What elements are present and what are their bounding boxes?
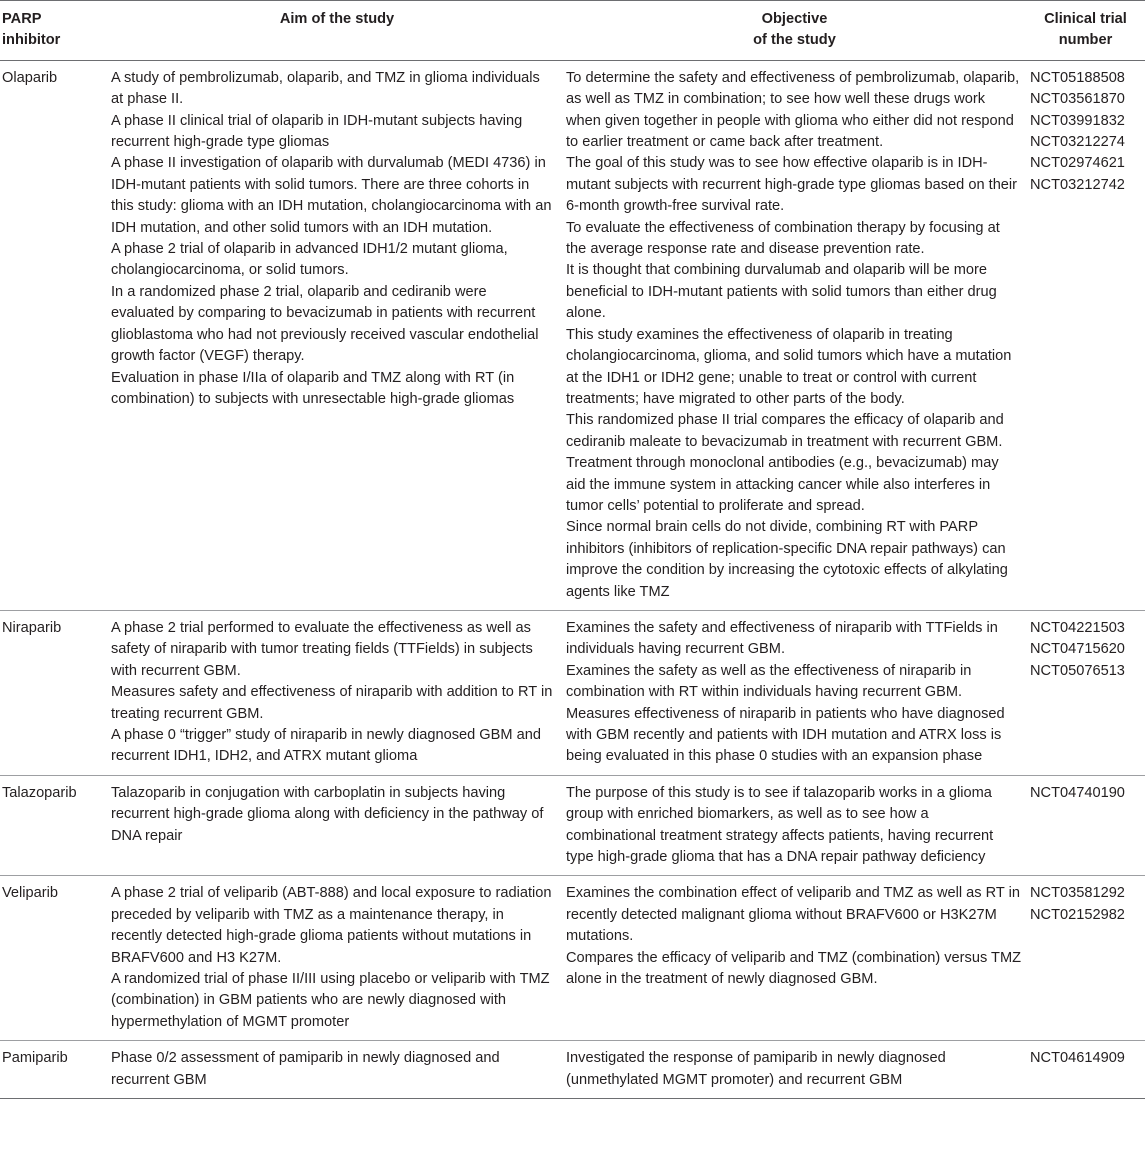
table-row <box>0 1041 1145 1099</box>
aim-item: In a randomized phase 2 trial, olaparib and cediranib were evaluated by comparing to bevacizumab in patients with recurrent glioblastoma who had not previously received vascular endothelial growth factor (VEGF) therapy. <box>111 283 539 365</box>
clinical-trial-number: NCT03212274 <box>1030 134 1125 151</box>
objective-item: Investigated the response of pamiparib in newly diagnosed (unmethylated MGMT promoter) and recurrent GBM <box>566 1050 946 1088</box>
aim-item: Talazoparib in conjugation with carboplatin in subjects having recurrent high-grade glioma along with deficiency in the pathway of DNA repair <box>111 784 544 844</box>
header-clinical-trial-number: Clinical trial number <box>1026 1 1145 61</box>
objective-cell <box>563 876 1026 1041</box>
clinical-trial-number: NCT04740190 <box>1030 784 1125 801</box>
header-aim: Aim of the study <box>111 1 563 61</box>
aim-item: A phase 2 trial of veliparib (ABT-888) and local exposure to radiation preceded by veliparib with TMZ as a maintenance therapy, in recently detected high-grade glioma patients without mutations in BRAFV600 and H3 K27M. <box>111 885 552 966</box>
clinical-trial-cell <box>1026 1041 1145 1099</box>
aim-item: A phase 0 “trigger” study of niraparib in newly diagnosed GBM and recurrent IDH1, IDH2, and ATRX mutant glioma <box>111 727 541 765</box>
clinical-trial-cell <box>1026 775 1145 876</box>
clinical-trial-number: NCT03991832 <box>1030 112 1125 129</box>
header-parp-inhibitor: PARP inhibitor <box>0 1 111 61</box>
clinical-trial-number: NCT03561870 <box>1030 91 1125 108</box>
aim-item: A phase II investigation of olaparib with durvalumab (MEDI 4736) in IDH-mutant patients with solid tumors. There are three cohorts in this study: glioma with an IDH mutation, cholangiocarcinoma with an IDH mutation, and other solid tumors with an IDH mutation. <box>111 155 552 236</box>
aim-cell <box>111 1041 563 1099</box>
aim-cell <box>111 876 563 1041</box>
parp-inhibitor-name: Veliparib <box>0 876 111 1041</box>
objective-item: It is thought that combining durvalumab and olaparib will be more beneficial to IDH-mutant patients with solid tumors than either drug alone. <box>566 262 997 322</box>
objective-item: Treatment through monoclonal antibodies (e.g., bevacizumab) may aid the immune system in attacking cancer while also interferes in tumor cells’ potential to proliferate and spread. <box>566 455 999 514</box>
aim-cell <box>111 60 563 610</box>
table-row <box>0 610 1145 775</box>
header-objective: Objective of the study <box>563 1 1026 61</box>
objective-item: Measures effectiveness of niraparib in patients who have diagnosed with GBM recently and patients with IDH mutation and ATRX loss is being evaluated in this phase 0 studies with an expansion phase <box>566 705 1005 765</box>
objective-item: Examines the safety as well as the effectiveness of niraparib in combination with RT within individuals having recurrent GBM. <box>566 662 972 701</box>
aim-item: A study of pembrolizumab, olaparib, and TMZ in glioma individuals at phase II. <box>111 69 540 108</box>
clinical-trial-number: NCT04715620 <box>1030 641 1125 658</box>
table-header-row <box>0 1 1145 61</box>
aim-cell <box>111 775 563 876</box>
objective-cell <box>563 775 1026 876</box>
clinical-trial-cell <box>1026 60 1145 610</box>
aim-item: Evaluation in phase I/IIa of olaparib and TMZ along with RT (in combination) to subjects with unresectable high-grade gliomas <box>111 369 515 407</box>
clinical-trial-number: NCT02974621 <box>1030 155 1125 172</box>
table-row <box>0 876 1145 1041</box>
parp-inhibitor-name: Niraparib <box>0 610 111 775</box>
objective-item: Since normal brain cells do not divide, combining RT with PARP inhibitors (inhibitors of replication-specific DNA repair pathways) can improve the condition by increasing the cytotoxic effects of alkylating agents like TMZ <box>566 519 1008 600</box>
objective-item: To determine the safety and effectiveness of pembrolizumab, olaparib, as well as TMZ in combination; to see how well these drugs work when given together in people with glioma who either did not respond to earlier treatment or came back after treatment. <box>566 69 1020 151</box>
objective-item: The purpose of this study is to see if talazoparib works in a glioma group with enriched biomarkers, as well as to see how a combinational treatment strategy affects patients, having recurrent type high-grade glioma that has a DNA repair pathway deficiency <box>566 784 994 866</box>
aim-item: Phase 0/2 assessment of pamiparib in newly diagnosed and recurrent GBM <box>111 1050 500 1088</box>
objective-cell <box>563 60 1026 610</box>
objective-item: This randomized phase II trial compares the efficacy of olaparib and cediranib maleate to bevacizumab in treatment with recurrent GBM. <box>566 412 1004 450</box>
objective-item: Examines the safety and effectiveness of niraparib with TTFields in individuals having recurrent GBM. <box>566 619 998 658</box>
table-row <box>0 775 1145 876</box>
objective-item: Examines the combination effect of veliparib and TMZ as well as RT in recently detected malignant glioma without BRAFV600 or H3K27M mutations. <box>566 885 1020 945</box>
aim-item: A randomized trial of phase II/III using placebo or veliparib with TMZ (combination) in GBM patients who are newly diagnosed with hypermethylation of MGMT promoter <box>111 971 550 1030</box>
aim-item: Measures safety and effectiveness of niraparib with addition to RT in treating recurrent GBM. <box>111 684 553 722</box>
objective-item: This study examines the effectiveness of olaparib in treating cholangiocarcinoma, glioma, and solid tumors which have a mutation at the IDH1 or IDH2 gene; unable to treat or control with current treatments; have migrated to other parts of the body. <box>566 326 1012 407</box>
table-row <box>0 60 1145 610</box>
aim-cell <box>111 610 563 775</box>
clinical-trial-number: NCT04221503 <box>1030 619 1125 636</box>
clinical-trial-cell <box>1026 876 1145 1041</box>
clinical-trial-cell <box>1026 610 1145 775</box>
clinical-trial-number: NCT03212742 <box>1030 176 1125 193</box>
clinical-trial-number: NCT04614909 <box>1030 1050 1125 1067</box>
parp-inhibitor-name: Pamiparib <box>0 1041 111 1099</box>
objective-cell <box>563 610 1026 775</box>
clinical-trial-number: NCT05188508 <box>1030 69 1125 86</box>
clinical-trial-number: NCT05076513 <box>1030 662 1125 679</box>
objective-item: Compares the efficacy of veliparib and TMZ (combination) versus TMZ alone in the treatment of newly diagnosed GBM. <box>566 949 1022 988</box>
clinical-trial-number: NCT03581292 <box>1030 885 1125 902</box>
objective-item: The goal of this study was to see how effective olaparib is in IDH-mutant subjects with recurrent high-grade type gliomas based on their 6-month growth-free survival rate. <box>566 155 1018 215</box>
parp-inhibitor-name: Olaparib <box>0 60 111 610</box>
objective-item: To evaluate the effectiveness of combination therapy by focusing at the average response rate and disease prevention rate. <box>566 219 1000 258</box>
parp-inhibitor-name: Talazoparib <box>0 775 111 876</box>
aim-item: A phase 2 trial performed to evaluate the effectiveness as well as safety of niraparib with tumor treating fields (TTFields) in subjects with recurrent GBM. <box>111 619 533 679</box>
clinical-trial-number: NCT02152982 <box>1030 906 1125 923</box>
aim-item: A phase II clinical trial of olaparib in IDH-mutant subjects having recurrent high-grade type gliomas <box>111 112 523 151</box>
objective-cell <box>563 1041 1026 1099</box>
aim-item: A phase 2 trial of olaparib in advanced IDH1/2 mutant glioma, cholangiocarcinoma, or solid tumors. <box>111 241 508 279</box>
